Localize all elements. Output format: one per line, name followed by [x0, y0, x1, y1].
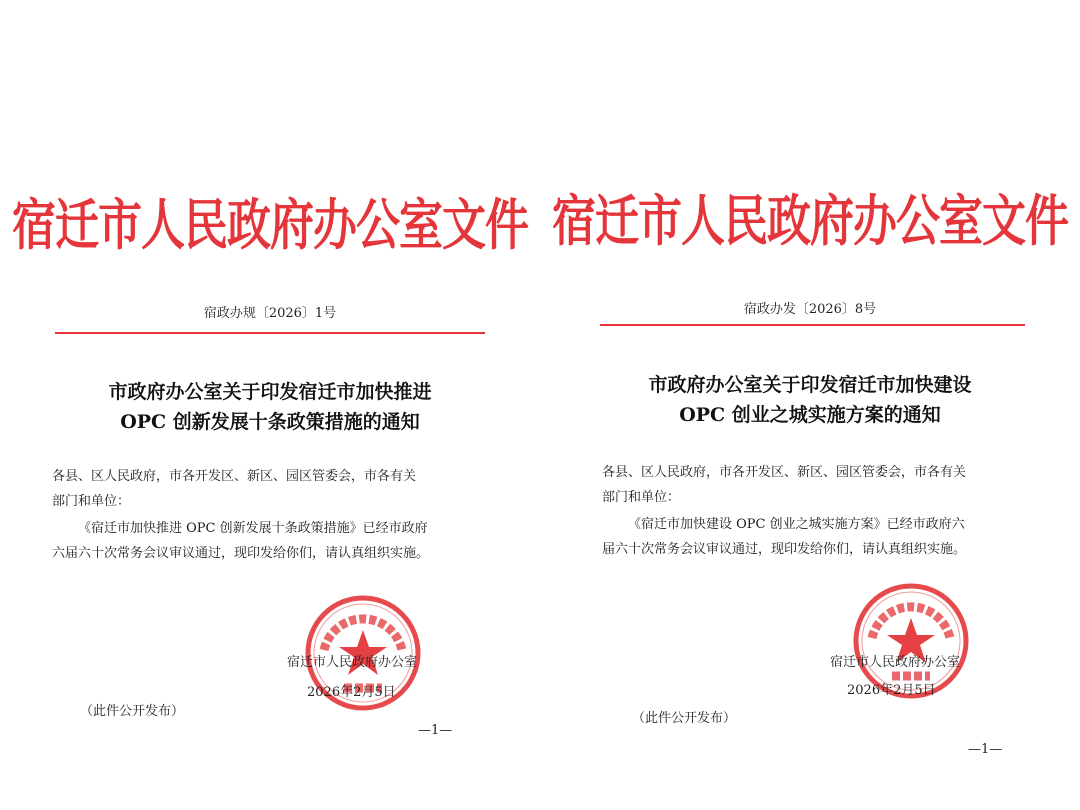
red-divider [600, 324, 1025, 326]
addressee-line-1: 各县、区人民政府，市各开发区、新区、园区管委会，市各有关 [52, 469, 417, 484]
red-divider [55, 332, 485, 334]
body-line-1: 《宿迁市加快推进 OPC 创新发展十条政策措施》已经市政府 [78, 521, 428, 536]
issue-date: 2026年2月5日 [307, 685, 396, 700]
signer: 宿迁市人民政府办公室 [830, 655, 961, 670]
body-line-1: 《宿迁市加快建设 OPC 创业之城实施方案》已经市政府六 [628, 517, 965, 532]
body-paragraph [602, 512, 1042, 562]
body-paragraph [52, 516, 492, 566]
addressee-paragraph [52, 464, 492, 514]
document-title [0, 377, 540, 437]
page-number: —1— [418, 723, 453, 738]
body-line-2: 届六十次常务会议审议通过，现印发给你们，请认真组织实施。 [602, 542, 967, 557]
signer: 宿迁市人民政府办公室 [287, 655, 418, 670]
addressee-line-2: 部门和单位： [602, 490, 681, 505]
issuer-header: 宿迁市人民政府办公室文件 [552, 189, 1068, 254]
document-number: 宿政办规〔2026〕1号 [203, 306, 337, 321]
document-title [540, 370, 1080, 430]
addressee-paragraph [602, 460, 1042, 510]
public-note: （此件公开发布） [80, 704, 185, 719]
body-line-2: 六届六十次常务会议审议通过，现印发给你们，请认真组织实施。 [52, 546, 430, 561]
title-line-2: OPC 创业之城实施方案的通知 [679, 404, 941, 426]
document-number: 宿政办发〔2026〕8号 [743, 302, 877, 317]
title-line-2: OPC 创新发展十条政策措施的通知 [120, 411, 420, 433]
title-line-1: 市政府办公室关于印发宿迁市加快推进 [108, 381, 432, 403]
document-page-right [540, 0, 1080, 810]
addressee-line-2: 部门和单位： [52, 494, 131, 509]
page-number: —1— [968, 742, 1003, 757]
addressee-line-1: 各县、区人民政府，市各开发区、新区、园区管委会，市各有关 [602, 465, 967, 480]
title-line-1: 市政府办公室关于印发宿迁市加快建设 [648, 374, 972, 396]
issue-date: 2026年2月5日 [847, 683, 936, 698]
issuer-header: 宿迁市人民政府办公室文件 [12, 193, 528, 258]
public-note: （此件公开发布） [632, 711, 737, 726]
